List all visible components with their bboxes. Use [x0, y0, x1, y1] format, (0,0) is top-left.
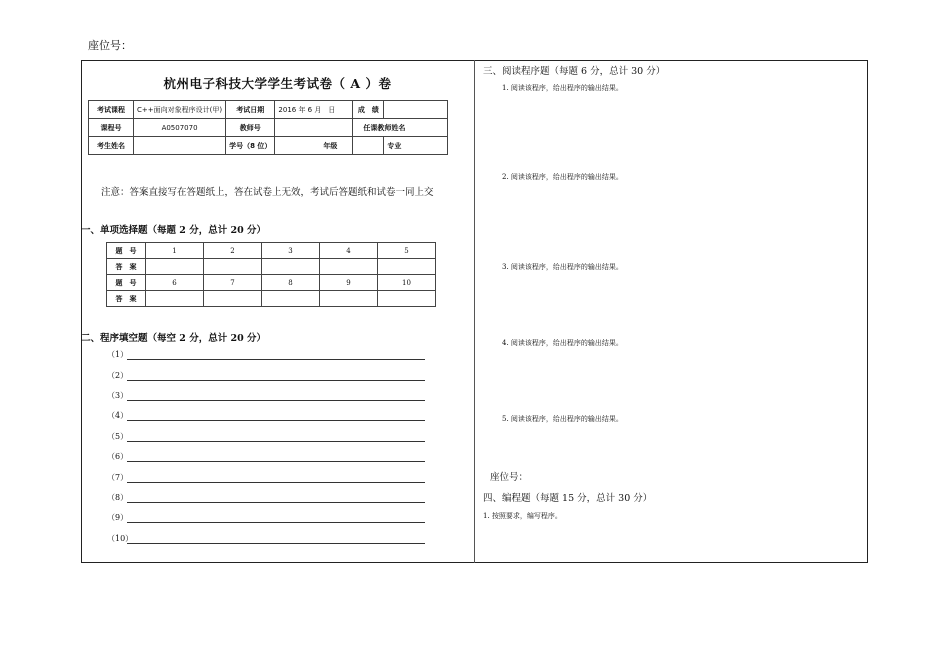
blank-line[interactable] — [127, 432, 425, 442]
fill-blank[interactable] — [107, 492, 425, 503]
exam-info-table — [88, 100, 448, 155]
blank-line[interactable] — [127, 350, 425, 360]
blank-line[interactable] — [127, 391, 425, 401]
major-label: 专业 — [384, 137, 448, 155]
blank-number: （4） — [107, 411, 129, 420]
section4-title: 四、编程题（每题 15 分，总计 30 分） — [483, 493, 653, 504]
course-value: C++面向对象程序设计(甲) — [134, 101, 226, 119]
blank-number: （3） — [107, 391, 129, 400]
exam-notice: 注意：答案直接写在答题纸上，答在试卷上无效，考试后答题纸和试卷一同上交 — [101, 187, 434, 198]
fill-blank[interactable] — [107, 390, 425, 401]
section2-title: 二、程序填空题（每空 2 分，总计 20 分） — [81, 333, 267, 344]
blank-line[interactable] — [127, 473, 425, 483]
blank-line[interactable] — [127, 452, 425, 462]
section3-title: 三、阅读程序题（每题 6 分，总计 30 分） — [483, 66, 666, 77]
column-divider — [474, 60, 475, 563]
blank-number: （2） — [107, 371, 129, 380]
course-no-label: 课程号 — [89, 119, 134, 137]
grade-field[interactable] — [353, 137, 384, 155]
fill-blank[interactable] — [107, 410, 425, 421]
answer-label: 答 案 — [107, 259, 146, 275]
answer-label: 答 案 — [107, 291, 146, 307]
course-label: 考试课程 — [89, 101, 134, 119]
choice-answer-table — [106, 242, 436, 307]
reading-question: 4. 阅读该程序，给出程序的输出结果。 — [502, 339, 623, 347]
seat-number-label: 座位号： — [88, 39, 132, 52]
student-id-label: 学号（8 位） — [226, 137, 275, 155]
fill-blank[interactable] — [107, 349, 425, 360]
blank-number: （8） — [107, 493, 129, 502]
programming-question: 1. 按照要求，编写程序。 — [483, 512, 562, 520]
fill-blank[interactable] — [107, 370, 425, 381]
blank-number: （5） — [107, 432, 129, 441]
teacher-name-label: 任课教师姓名 — [353, 119, 448, 137]
reading-question: 3. 阅读该程序，给出程序的输出结果。 — [502, 263, 623, 271]
question-no: 9 — [320, 275, 378, 291]
answer-cell[interactable] — [378, 259, 436, 275]
fill-blank[interactable] — [107, 472, 425, 483]
question-no: 10 — [378, 275, 436, 291]
teacher-no-field[interactable] — [275, 119, 353, 137]
teacher-no-label: 教师号 — [226, 119, 275, 137]
answer-cell[interactable] — [204, 291, 262, 307]
blank-number: （7） — [107, 473, 129, 482]
question-no: 3 — [262, 243, 320, 259]
reading-question: 5. 阅读该程序，给出程序的输出结果。 — [502, 415, 623, 423]
answer-cell[interactable] — [378, 291, 436, 307]
blank-number: （9） — [107, 513, 129, 522]
fill-blank[interactable] — [107, 451, 425, 462]
answer-cell[interactable] — [262, 259, 320, 275]
date-label: 考试日期 — [226, 101, 275, 119]
question-no: 5 — [378, 243, 436, 259]
fill-blank[interactable] — [107, 431, 425, 442]
section1-title: 一、单项选择题（每题 2 分，总计 20 分） — [81, 225, 267, 236]
date-value: 2016 年 6 月 日 — [275, 101, 353, 119]
grade-label-cell — [275, 137, 353, 155]
student-name-label: 考生姓名 — [89, 137, 134, 155]
blank-number: （1） — [107, 350, 129, 359]
fill-blank[interactable] — [107, 533, 425, 544]
answer-cell[interactable] — [262, 291, 320, 307]
answer-cell[interactable] — [146, 259, 204, 275]
question-no: 6 — [146, 275, 204, 291]
question-no-label: 题 号 — [107, 243, 146, 259]
student-name-field[interactable] — [134, 137, 226, 155]
blank-line[interactable] — [127, 371, 425, 381]
blank-number: （6） — [107, 452, 129, 461]
score-label: 成 绩 — [353, 101, 384, 119]
grade-label: 年级 — [323, 141, 338, 150]
blank-line[interactable] — [127, 534, 425, 544]
answer-cell[interactable] — [146, 291, 204, 307]
blank-line[interactable] — [127, 513, 425, 523]
reading-question: 1. 阅读该程序，给出程序的输出结果。 — [502, 84, 623, 92]
answer-cell[interactable] — [204, 259, 262, 275]
reading-question: 2. 阅读该程序，给出程序的输出结果。 — [502, 173, 623, 181]
question-no: 7 — [204, 275, 262, 291]
question-no: 2 — [204, 243, 262, 259]
question-no: 1 — [146, 243, 204, 259]
question-no: 8 — [262, 275, 320, 291]
answer-cell[interactable] — [320, 259, 378, 275]
seat-number-label-right: 座位号： — [490, 472, 529, 483]
exam-title: 杭州电子科技大学学生考试卷（ A ）卷 — [163, 76, 392, 91]
score-field[interactable] — [384, 101, 448, 119]
course-no-value: A0507070 — [134, 119, 226, 137]
fill-blank[interactable] — [107, 512, 425, 523]
blank-line[interactable] — [127, 493, 425, 503]
blank-line[interactable] — [127, 411, 425, 421]
question-no-label: 题 号 — [107, 275, 146, 291]
blank-number: （10） — [107, 534, 134, 543]
question-no: 4 — [320, 243, 378, 259]
answer-cell[interactable] — [320, 291, 378, 307]
